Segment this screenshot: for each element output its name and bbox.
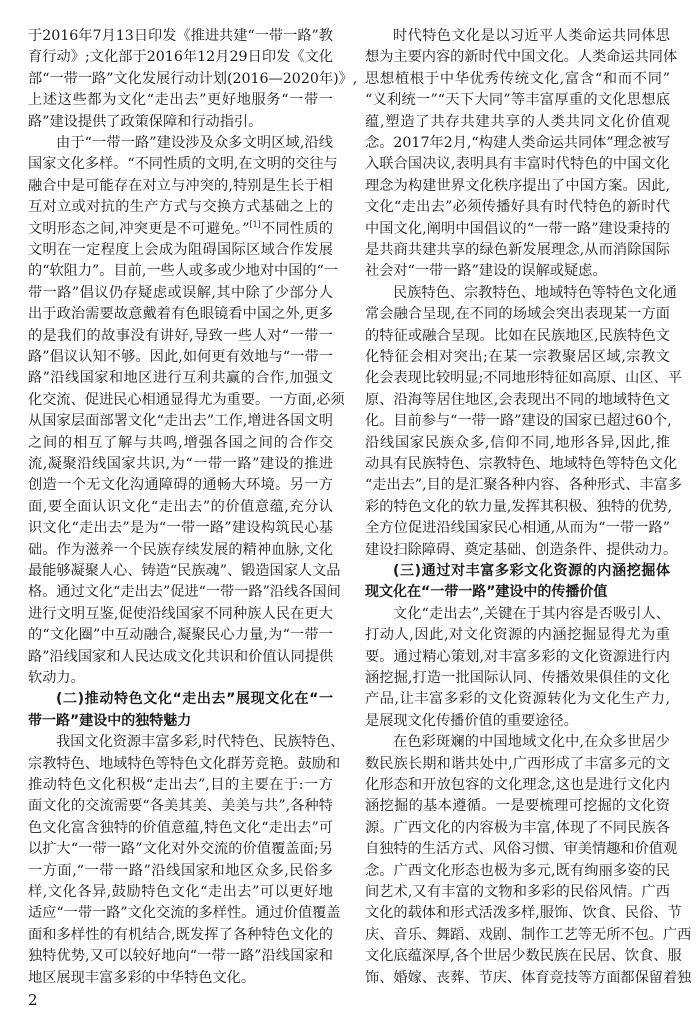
text-line: 部“一带一路”文化发展行动计划(2016—2020年)》, xyxy=(28,70,358,87)
citation-reference: [1] xyxy=(249,219,261,229)
text-line: 面文化的交流需要“各美其美、美美与共”,各种特 xyxy=(28,798,333,815)
text-line: 建设扫除障碍、奠定基础、创造条件、提供动力。 xyxy=(365,541,678,558)
text-line: 路”沿线国家和人民达成文化共识和价值认同提供 xyxy=(28,648,334,665)
text-line: 民族特色、宗教特色、地域特色等特色文化通 xyxy=(393,284,677,301)
text-line: 文化“走出去”必须传播好具有时代特色的新时代 xyxy=(365,199,670,216)
text-line: 的特征或融合呈现。比如在民族地区,民族特色文 xyxy=(365,327,670,344)
text-line: 面和多样性的有机结合,既发挥了各种特色文化的 xyxy=(28,926,333,943)
text-line: 社会对“一带一路”建设的误解或疑虑。 xyxy=(365,263,607,280)
text-line xyxy=(28,219,333,240)
text-line: 适应“一带一路”文化交流的多样性。通过价值覆盖 xyxy=(28,905,341,922)
text-segment: 不同性质的 xyxy=(260,220,333,237)
text-line: 动具有民族特色、宗教特色、地域特色等特色文化 xyxy=(365,456,678,472)
text-line: 创造一个无文化沟通障碍的通畅大环境。另一方 xyxy=(28,477,333,494)
text-line: 地区展现丰富多彩的中华特色文化。 xyxy=(28,969,256,986)
text-line: 软动力。 xyxy=(28,670,85,686)
text-line: 的“文化圈”中互动融合,凝聚民心力量,为“一带一 xyxy=(28,627,333,644)
text-line: 色文化富含独特的价值意蕴,特色文化“走出去”可 xyxy=(28,819,333,836)
text-line: 推动特色文化积极“走出去”,目的主要在于:一方 xyxy=(28,777,333,793)
text-line: 的是我们的故事没有讲好,导致一些人对“一带一 xyxy=(28,327,333,344)
text-line: 带一路”倡议仍存疑虑或误解,其中除了少部分人 xyxy=(28,284,333,301)
text-line: 路”沿线国家和地区进行互利共赢的合作,加强文 xyxy=(28,370,333,387)
text-line: 沿线国家民族众多,信仰不同,地形各异,因此,推 xyxy=(365,434,670,451)
text-line: 常会融合呈现,在不同的场域会突出表现某一方面 xyxy=(365,306,670,323)
text-line: 思想植根于中华优秀传统文化,富含“和而不同” xyxy=(365,70,670,87)
text-line: 国家文化多样。“不同性质的文明,在文明的交往与 xyxy=(28,156,338,173)
text-line: 化。目前参与“一带一路”建设的国家已超过60个, xyxy=(365,413,672,430)
text-line: 庆、音乐、舞蹈、戏剧、制作工艺等无所不包。广西 xyxy=(365,926,692,943)
text-line: “走出去”,目的是汇聚各种内容、各种形式、丰富多 xyxy=(365,477,682,494)
text-line: 理念为构建世界文化秩序提出了中国方案。因此, xyxy=(365,177,670,194)
text-line: 融合中是可能存在对立与冲突的,特别是生长于相 xyxy=(28,177,333,194)
text-line: 文化“走出去”,关键在于其内容是否吸引人、 xyxy=(393,605,670,622)
text-line: 在色彩斑斓的中国地域文化中,在众多世居少 xyxy=(393,734,670,751)
text-line: 化特征会相对突出;在某一宗教聚居区域,宗教文 xyxy=(365,349,670,365)
text-line: 样,文化各异,鼓励特色文化“走出去”可以更好地 xyxy=(28,884,333,900)
text-line: 以扩大“一带一路”文化对外交流的价值覆盖面;另 xyxy=(28,841,333,858)
text-line: 念。广西文化形态也极为多元,既有绚丽多姿的民 xyxy=(365,862,670,879)
text-line: 要。通过精心策划,对丰富多彩的文化资源进行内 xyxy=(365,648,670,665)
text-line: 一方面,“一带一路”沿线国家和地区众多,民俗多 xyxy=(28,862,333,879)
text-line: 自独特的生活方式、风俗习惯、审美情趣和价值观 xyxy=(365,841,678,858)
text-line: 原、沿海等居住地区,会表现出不同的地域特色文 xyxy=(365,391,670,408)
text-line: 我国文化资源丰富多彩,时代特色、民族特色、 xyxy=(56,734,345,751)
text-line: 育行动》;文化部于2016年12月29日印发《文化 xyxy=(28,49,333,66)
text-line: 蕴,塑造了共存共建共享的人类共同文化价值观 xyxy=(365,113,670,130)
text-line: 时代特色文化是以习近平人类命运共同体思 xyxy=(393,28,670,44)
text-line: 宗教特色、地域特色等特色文化群芳竞艳。鼓励和 xyxy=(28,755,341,772)
text-line: (二)推动特色文化“走出去”展现文化在“一 xyxy=(56,691,333,708)
text-line: 文化的载体和形式活泼多样,服饰、饮食、民俗、节 xyxy=(365,905,682,922)
text-line: 化交流、促进民心相通显得尤为重要。一方面,必须 xyxy=(28,391,345,408)
text-segment: 文明形态之间,冲突更是不可避免。” xyxy=(28,220,250,237)
page-number: 2 xyxy=(28,991,38,1009)
text-line: 进行文明互鉴,促使沿线国家不同种族人民在更大 xyxy=(28,605,333,622)
text-line: 之间的相互了解与共鸣,增强各国之间的合作交 xyxy=(28,434,333,451)
text-line: 格。通过文化“走出去”促进“一带一路”沿线各国间 xyxy=(28,584,341,601)
text-line: 饰、婚嫁、丧葬、节庆、体育竞技等方面都保留着独 xyxy=(365,969,692,986)
text-line: 源。广西文化的内容极为丰富,体现了不同民族各 xyxy=(365,819,670,836)
text-line: 化形态和开放包容的文化理念,这也是进行文化内 xyxy=(365,777,670,793)
text-line: 路”倡议认知不够。因此,如何更有效地与“一带一 xyxy=(28,349,333,365)
text-line: 念。2017年2月,“构建人类命运共同体”理念被写 xyxy=(365,135,671,151)
text-line: 础。作为滋养一个民族存续发展的精神血脉,文化 xyxy=(28,541,333,558)
text-line: 识文化“走出去”是为“一带一路”建设构筑民心基 xyxy=(28,520,333,537)
text-line: 从国家层面部署文化“走出去”工作,增进各国文明 xyxy=(28,413,333,430)
text-line: 中国文化,阐明中国倡议的“一带一路”建设秉持的 xyxy=(365,220,670,237)
text-line: 全方位促进沿线国家民心相通,从而为“一带一路” xyxy=(365,520,670,537)
text-line: 路”建设提供了政策保障和行动指引。 xyxy=(28,113,263,130)
text-line: 互对立或对抗的生产方式与交换方式基础之上的 xyxy=(28,199,333,216)
text-line: 文化底蕴深厚,各个世居少数民族在民居、饮食、服 xyxy=(365,948,682,965)
text-line: 入联合国决议,表明具有丰富时代特色的中国文化 xyxy=(365,156,670,173)
text-line: 间艺术,又有丰富的文物和多彩的民俗风情。广西 xyxy=(365,884,670,900)
text-line: 独特优势,又可以较好地向“一带一路”沿线国家和 xyxy=(28,948,333,965)
text-line: 涵挖掘的基本遵循。一是要梳理可挖掘的文化资 xyxy=(365,798,670,815)
text-line: 现文化在“一带一路”建设中的传播价值 xyxy=(365,584,608,601)
text-line: 最能够凝聚人心、铸造“民族魂”、锻造国家人文品 xyxy=(28,563,341,579)
text-line: 带一路”建设中的独特魅力 xyxy=(28,712,192,729)
text-line: 是共商共建共享的绿色新发展理念,从而消除国际 xyxy=(365,242,670,258)
text-line: 上述这些都为文化“走出去”更好地服务“一带一 xyxy=(28,92,333,109)
text-line: 打动人,因此,对文化资源的内涵挖掘显得尤为重 xyxy=(365,627,670,644)
text-line: 是展现文化传播价值的重要途径。 xyxy=(365,712,578,729)
text-line: 化会表现比较明显;不同地形特征如高原、山区、平 xyxy=(365,370,682,387)
text-line: (三)通过对丰富多彩文化资源的内涵挖掘体 xyxy=(393,563,670,579)
text-line: 于2016年7月13日印发《推进共建“一带一路”教 xyxy=(28,28,333,44)
text-line: 流,凝聚沿线国家共识,为“一带一路”建设的推进 xyxy=(28,456,333,472)
text-line: 文明在一定程度上会成为阻碍国际区域合作发展 xyxy=(28,242,333,258)
text-line: 的“软阻力”。目前,一些人或多或少地对中国的“一 xyxy=(28,263,339,280)
text-line: “义利统一”“天下大同”等丰富厚重的文化思想底 xyxy=(365,92,670,109)
text-line: 面,要全面认识文化“走出去”的价值意蕴,充分认 xyxy=(28,498,333,515)
text-line: 想为主要内容的新时代中国文化。人类命运共同体 xyxy=(365,49,678,66)
text-line: 数民族长期和谐共处中,广西形成了丰富多元的文 xyxy=(365,755,670,772)
text-line: 出于政治需要故意戴着有色眼镜看中国之外,更多 xyxy=(28,306,333,323)
text-line: 涵挖掘,打造一批国际认同、传播效果俱佳的文化 xyxy=(365,670,670,686)
text-line: 彩的特色文化的软力量,发挥其积极、独特的优势, xyxy=(365,498,672,515)
text-line: 产品,让丰富多彩的文化资源转化为文化生产力, xyxy=(365,691,670,708)
text-line: 由于“一带一路”建设涉及众多文明区域,沿线 xyxy=(56,135,333,151)
